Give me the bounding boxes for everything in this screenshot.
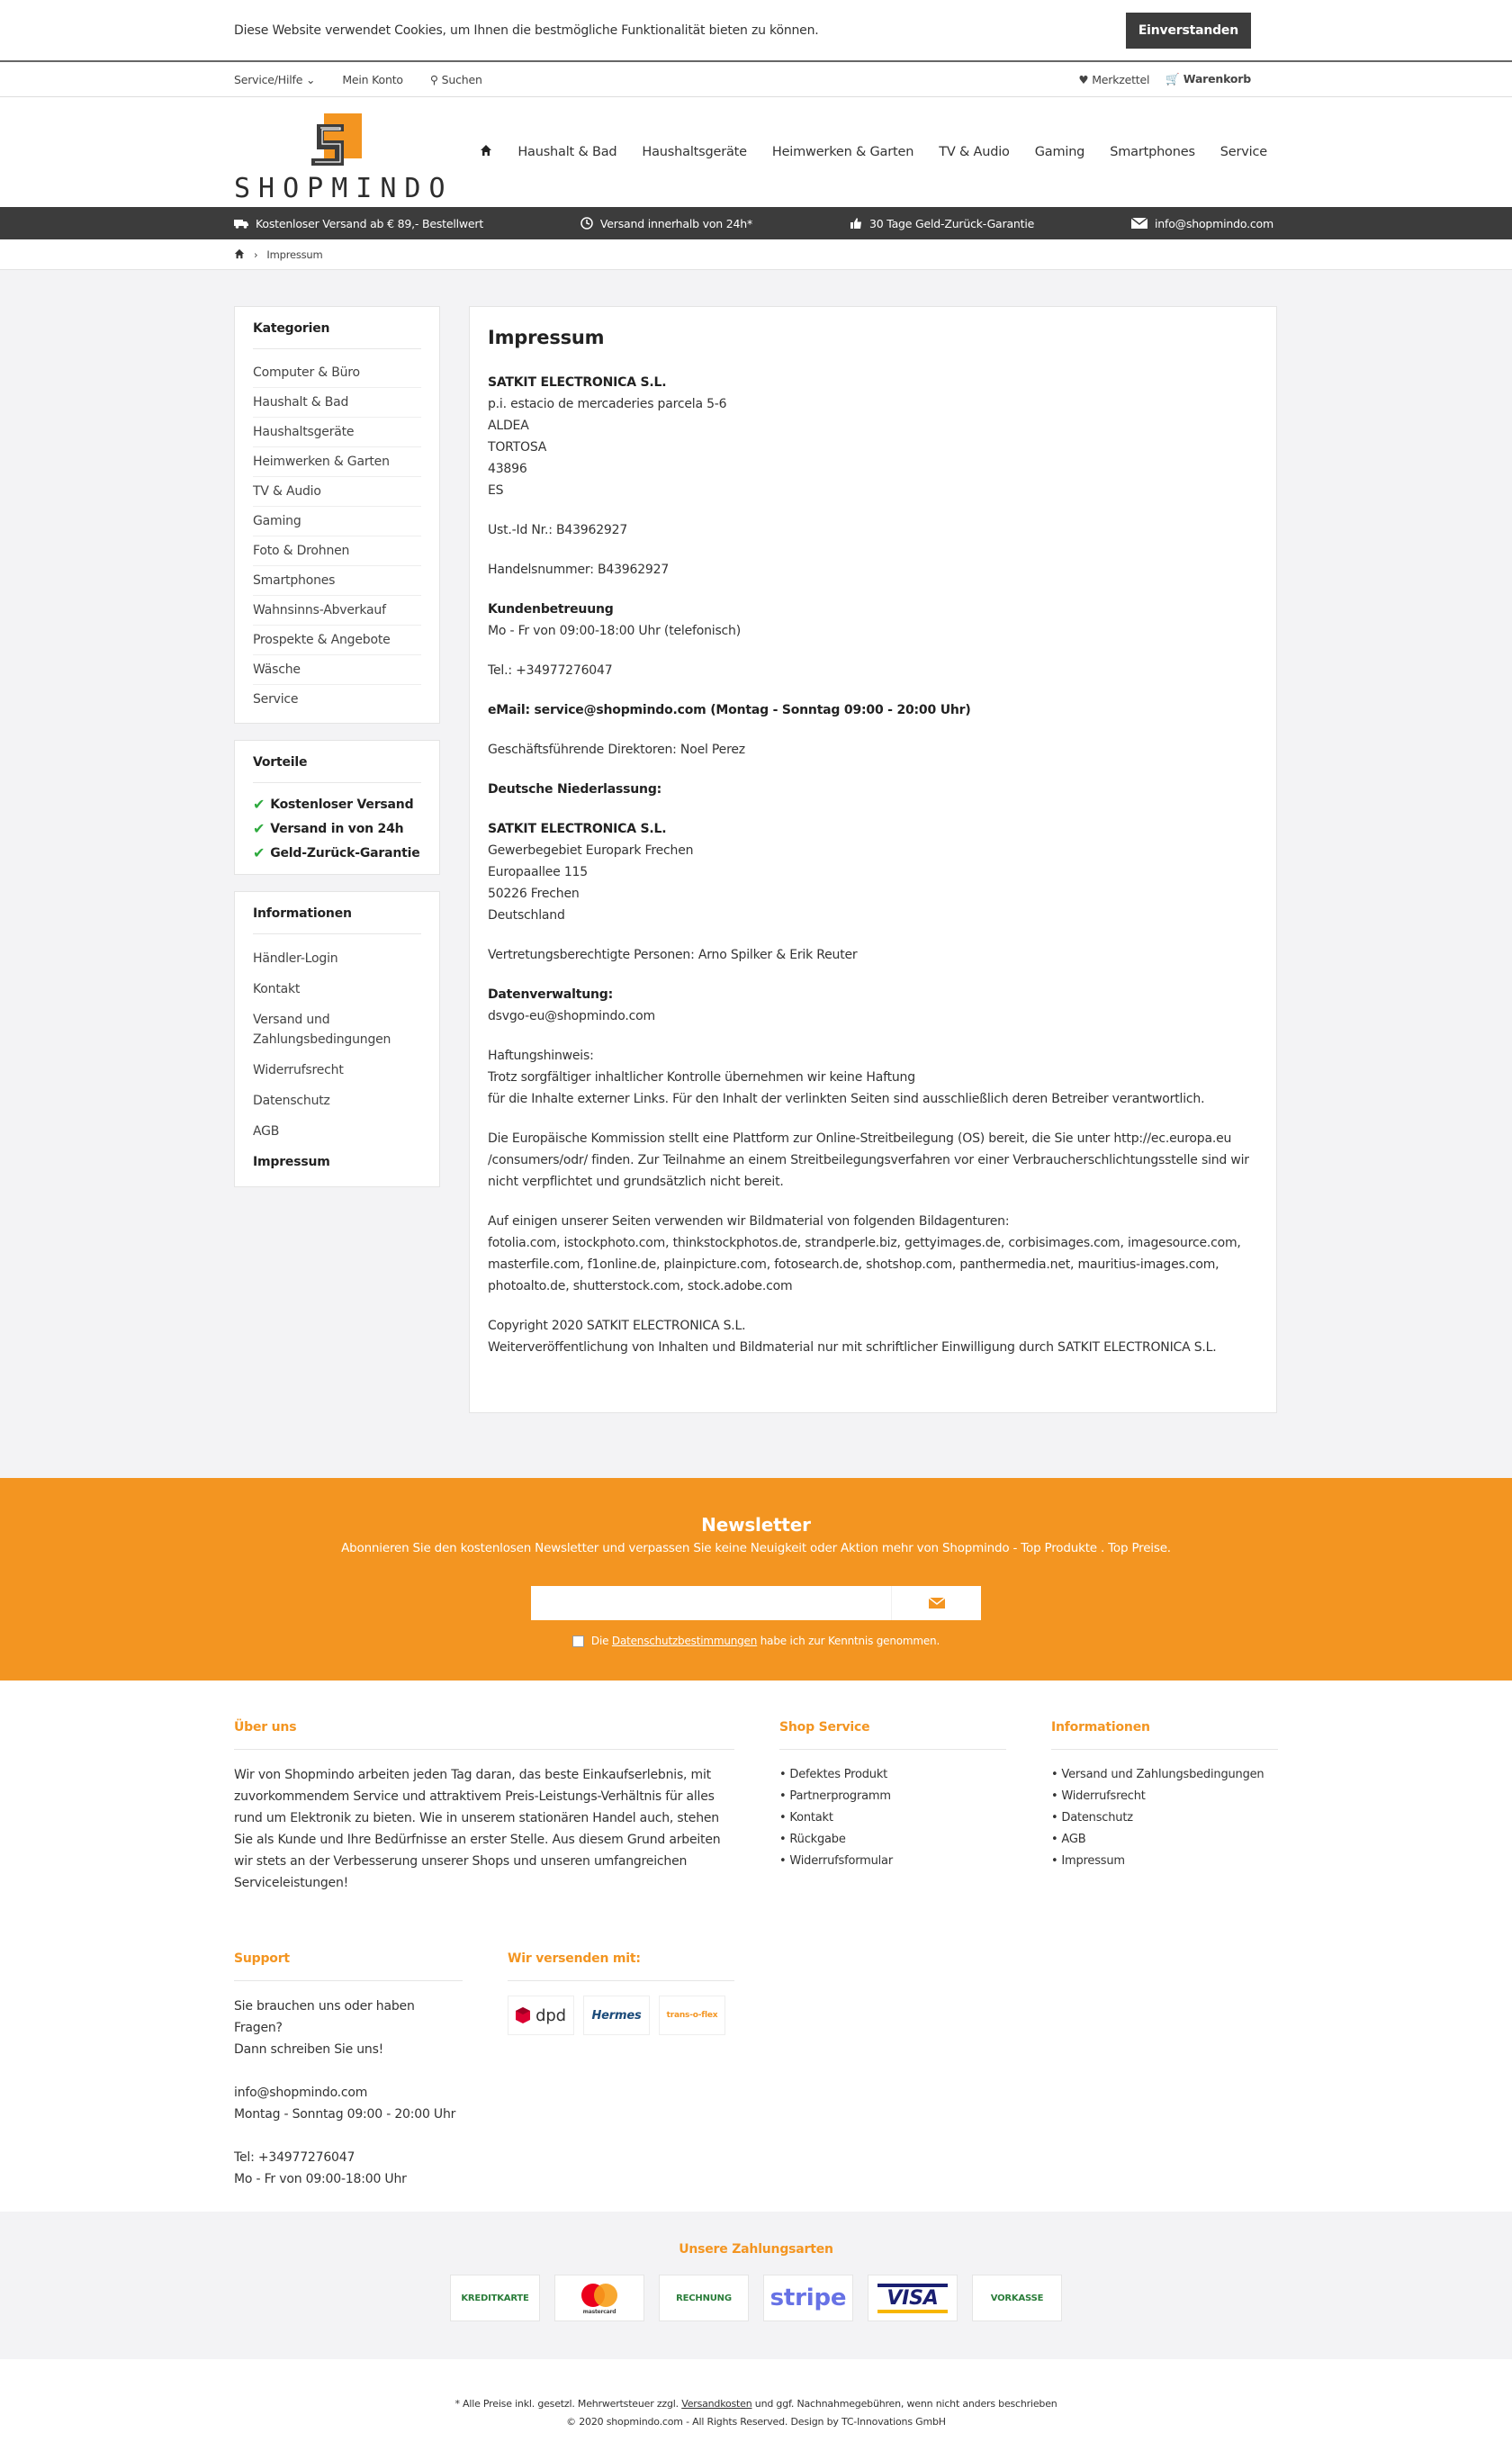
footer-link[interactable]: • AGB [1051, 1829, 1278, 1851]
nav-haushalt-bad[interactable]: Haushalt & Bad [518, 145, 617, 159]
phone: Tel.: +34977276047 [488, 663, 613, 678]
category-item[interactable]: Computer & Büro [253, 358, 421, 388]
strip-email[interactable]: info@shopmindo.com [1131, 217, 1274, 230]
payment-rechnung: RECHNUNG [659, 2275, 749, 2321]
footer-link[interactable]: • Defektes Produkt [779, 1764, 1006, 1786]
payment-title: Unsere Zahlungsarten [679, 2242, 833, 2257]
newsletter-form [531, 1586, 981, 1620]
benefits-title: Vorteile [253, 755, 421, 783]
image-credits: Auf einigen unserer Seiten verwenden wir Bildmaterial von folgenden Bildagenturen: fotolia.com, istockphoto.com, thinkstockphotos.de, strandperle.biz, gettyimages.de, corbisimages.com, imagesource.com, masterfile.com, f1online.de, plainpicture.com, fotosearch.de, shotshop.com, panthermedia.net, mauritius-images.com, photoalto.de, shutterstock.com, stock.adobe.com [488, 1214, 1241, 1293]
service-help-menu[interactable]: Service/Hilfe ⌄ [234, 72, 316, 86]
footer-support: Support Sie brauchen uns oder haben Fragen? Dann schreiben Sie uns! info@shopmindo.com Montag - Sonntag 09:00 - 20:00 Uhr Tel: +34977276047 Mo - Fr von 09:00-18:00 Uhr [234, 1951, 463, 2190]
vat-number: Ust.-Id Nr.: B43962927 [488, 523, 628, 537]
cookie-accept-button[interactable]: Einverstanden [1126, 13, 1251, 49]
newsletter-submit-button[interactable] [891, 1586, 981, 1620]
newsletter-subtitle: Abonnieren Sie den kostenlosen Newsletter und verpassen Sie keine Neuigkeit oder Aktion mehr von Shopmindo - Top Produkte . Top Preise. [341, 1541, 1171, 1555]
german-branch-title: Deutsche Niederlassung: [488, 782, 662, 797]
truck-icon [234, 218, 248, 229]
german-branch-address: SATKIT ELECTRONICA S.L. Gewerbegebiet Europark Frechen Europaallee 115 50226 Frechen Deutschland [488, 822, 694, 923]
category-item[interactable]: TV & Audio [253, 477, 421, 507]
footer [0, 1681, 1512, 2212]
sidebar [234, 306, 440, 1203]
consent-checkbox[interactable] [572, 1635, 584, 1647]
benefits-box [234, 740, 440, 875]
dpd-logo: dpd [508, 1996, 574, 2035]
footer-shipping: Wir versenden mit: dpd Hermes trans-o-flex [508, 1951, 734, 2190]
cart-icon: 🛒 [1166, 72, 1180, 86]
cart-link[interactable]: 🛒 Warenkorb [1166, 72, 1251, 86]
strip-money-back: 30 Tage Geld-Zurück-Garantie [850, 217, 1034, 230]
odr-notice: Die Europäische Kommission stellt eine Plattform zur Online-Streitbeilegung (OS) bereit, die Sie unter http://ec.europa.eu /consumers/odr/ finden. Zur Teilnahme an einem Streitbeilegungsverfahren vor einer Verbraucherschlichtungsstelle sind wir nicht verpflichtet und grundsätzlich nicht bereit. [488, 1131, 1249, 1189]
heart-icon: ♥ [1078, 72, 1089, 86]
nav-smartphones[interactable]: Smartphones [1110, 145, 1195, 159]
category-item[interactable]: Smartphones [253, 566, 421, 596]
check-icon: ✔ [253, 844, 266, 861]
nav-service[interactable]: Service [1220, 145, 1267, 159]
newsletter-email-input[interactable] [531, 1586, 891, 1620]
benefit-item: ✔ Geld-Zurück-Garantie [253, 844, 420, 861]
footer-link[interactable]: • Widerrufsrecht [1051, 1786, 1278, 1807]
category-item[interactable]: Heimwerken & Garten [253, 447, 421, 477]
category-item[interactable]: Haushaltsgeräte [253, 418, 421, 447]
info-link[interactable]: AGB [253, 1124, 280, 1139]
logo-s-icon [308, 113, 362, 169]
strip-free-shipping: Kostenloser Versand ab € 89,- Bestellwert [234, 217, 483, 230]
svg-text:mastercard: mastercard [582, 2309, 616, 2315]
breadcrumb [0, 239, 1512, 270]
hermes-logo: Hermes [583, 1996, 650, 2035]
home-icon[interactable] [234, 248, 245, 262]
payment-stripe: stripe [763, 2275, 853, 2321]
data-management: Datenverwaltung: dsvgo-eu@shopmindo.com [488, 987, 655, 1023]
newsletter-title: Newsletter [701, 1514, 811, 1536]
nav-gaming[interactable]: Gaming [1034, 145, 1085, 159]
info-link-active[interactable]: Impressum [253, 1155, 330, 1169]
nav-tv-audio[interactable]: TV & Audio [939, 145, 1010, 159]
categories-box [234, 306, 440, 724]
footer-link[interactable]: • Widerrufsformular [779, 1851, 1006, 1872]
search-link[interactable]: ⚲ Suchen [429, 72, 482, 86]
service-strip [0, 207, 1512, 239]
category-item[interactable]: Gaming [253, 507, 421, 536]
company-address: SATKIT ELECTRONICA S.L. p.i. estacio de mercaderies parcela 5-6 ALDEA TORTOSA 43896 ES [488, 375, 727, 498]
copyright-line: © 2020 shopmindo.com - All Rights Reserved. Design by TC-Innovations GmbH [566, 2416, 946, 2428]
cookie-banner [0, 0, 1512, 62]
privacy-link[interactable]: Datenschutzbestimmungen [611, 1635, 758, 1647]
check-icon: ✔ [253, 796, 266, 813]
footer-link[interactable]: • Impressum [1051, 1851, 1278, 1872]
customer-support: Kundenbetreuung Mo - Fr von 09:00-18:00 Uhr (telefonisch) [488, 602, 741, 638]
info-link[interactable]: Widerrufsrecht [253, 1063, 344, 1077]
category-item[interactable]: Foto & Drohnen [253, 536, 421, 566]
payment-methods [0, 2212, 1512, 2359]
payment-mastercard [554, 2275, 644, 2321]
mail-icon [929, 1598, 945, 1608]
logo-wordmark: SHOPMINDO [234, 173, 454, 204]
representatives: Vertretungsberechtigte Personen: Arno Spilker & Erik Reuter [488, 948, 858, 962]
shipping-costs-link[interactable]: Versandkosten [681, 2398, 752, 2410]
check-icon: ✔ [253, 820, 266, 837]
main-navigation [454, 144, 1267, 160]
nav-heimwerken-garten[interactable]: Heimwerken & Garten [771, 145, 914, 159]
newsletter-section [0, 1478, 1512, 1681]
category-item[interactable]: Wäsche [253, 655, 421, 685]
nav-haushaltsgeraete[interactable]: Haushaltsgeräte [642, 145, 747, 159]
payment-visa: VISA [868, 2275, 958, 2321]
trade-number: Handelsnummer: B43962927 [488, 563, 670, 577]
category-item[interactable]: Prospekte & Angebote [253, 626, 421, 655]
category-item[interactable]: Service [253, 692, 299, 707]
directors: Geschäftsführende Direktoren: Noel Perez [488, 743, 745, 757]
mastercard-icon [575, 2281, 624, 2315]
info-link[interactable]: Händler-Login [253, 951, 338, 966]
content-area [0, 270, 1512, 1478]
footer-information: Informationen • Versand und Zahlungsbedingungen • Widerrufsrecht • Datenschutz • AGB • Impressum [1051, 1720, 1278, 1894]
top-bar [0, 62, 1512, 97]
page-title: Impressum [488, 327, 605, 348]
footer-about: Über uns Wir von Shopmindo arbeiten jeden Tag daran, das beste Einkaufserlebnis, mit zuvorkommendem Service und attraktivem Preis-Leistungs-Verhältnis für alles rund um Elektronik zu bieten. Wie in unserem stationären Handel auch, stehen Sie als Kunde und Ihre Bedürfnisse an erster Stelle. Aus diesem Grund arbeiten wir stets an der Verbesserung unserer Shops und unseren umfangreichen Serviceleistungen! [234, 1720, 734, 1894]
category-item[interactable]: Wahnsinns-Abverkauf [253, 596, 421, 626]
chevron-down-icon: ⌄ [306, 72, 316, 86]
info-link[interactable]: Kontakt [253, 982, 301, 996]
information-box [234, 891, 440, 1187]
footer-link[interactable]: • Datenschutz [1051, 1807, 1278, 1829]
strip-shipping-24h: Versand innerhalb von 24h* [580, 217, 752, 230]
trans-o-flex-logo: trans-o-flex [659, 1996, 725, 2035]
info-link[interactable]: Versand und Zahlungsbedingungen [253, 1013, 392, 1047]
newsletter-consent: Die Datenschutzbestimmungen habe ich zur Kenntnis genommen. [0, 1635, 1512, 1647]
shop-logo[interactable] [234, 103, 454, 204]
search-icon: ⚲ [429, 72, 438, 86]
payment-kreditkarte: KREDITKARTE [450, 2275, 540, 2321]
liability-notice: Haftungshinweis: Trotz sorgfältiger inhaltlicher Kontrolle übernehmen wir keine Haftung für die Inhalte externer Links. Für den Inhalt der verlinkten Seiten sind ausschließlich deren Betreiber verantwortlich. [488, 1049, 1205, 1106]
copyright: Copyright 2020 SATKIT ELECTRONICA S.L. Weiterveröffentlichung von Inhalten und Bildmaterial nur mit schriftlicher Einwilligung durch SATKIT ELECTRONICA S.L. [488, 1319, 1217, 1355]
dpd-cube-icon [516, 2007, 530, 2023]
footer-link[interactable]: • Partnerprogramm [779, 1786, 1006, 1807]
footer-link[interactable]: • Rückgabe [779, 1829, 1006, 1851]
categories-title: Kategorien [253, 321, 421, 349]
footer-link[interactable]: • Versand und Zahlungsbedingungen [1051, 1764, 1278, 1786]
information-title: Informationen [253, 906, 421, 934]
footer-shop-service: Shop Service • Defektes Produkt • Partnerprogramm • Kontakt • Rückgabe • Widerrufsformular [779, 1720, 1006, 1894]
impressum-article [469, 306, 1277, 1413]
thumbs-up-icon [850, 217, 862, 230]
clock-icon [580, 217, 593, 230]
benefit-item: ✔ Kostenloser Versand [253, 796, 414, 813]
email: eMail: service@shopmindo.com (Montag - Sonntag 09:00 - 20:00 Uhr) [488, 703, 971, 717]
footer-link[interactable]: • Kontakt [779, 1807, 1006, 1829]
my-account-link[interactable]: Mein Konto [342, 72, 403, 86]
category-item[interactable]: Haushalt & Bad [253, 388, 421, 418]
cookie-text: Diese Website verwendet Cookies, um Ihnen die bestmögliche Funktionalität bieten zu können. [234, 23, 819, 38]
info-link[interactable]: Datenschutz [253, 1094, 330, 1108]
wishlist-link[interactable]: ♥ Merkzettel [1078, 72, 1150, 86]
chevron-right-icon: › [254, 248, 258, 261]
payment-vorkasse: VORKASSE [972, 2275, 1062, 2321]
mail-icon [1131, 218, 1148, 229]
breadcrumb-current[interactable]: Impressum [266, 248, 323, 261]
benefit-item: ✔ Versand in von 24h [253, 820, 404, 837]
header [0, 97, 1512, 207]
bottom-legal: * Alle Preise inkl. gesetzl. Mehrwertsteuer zzgl. Versandkosten und ggf. Nachnahmegebühren, wenn nicht anders beschrieben © 2020 shopmindo.com - All Rights Reserved. Design by TC-Innovations GmbH [0, 2359, 1512, 2431]
home-icon[interactable] [480, 144, 492, 160]
